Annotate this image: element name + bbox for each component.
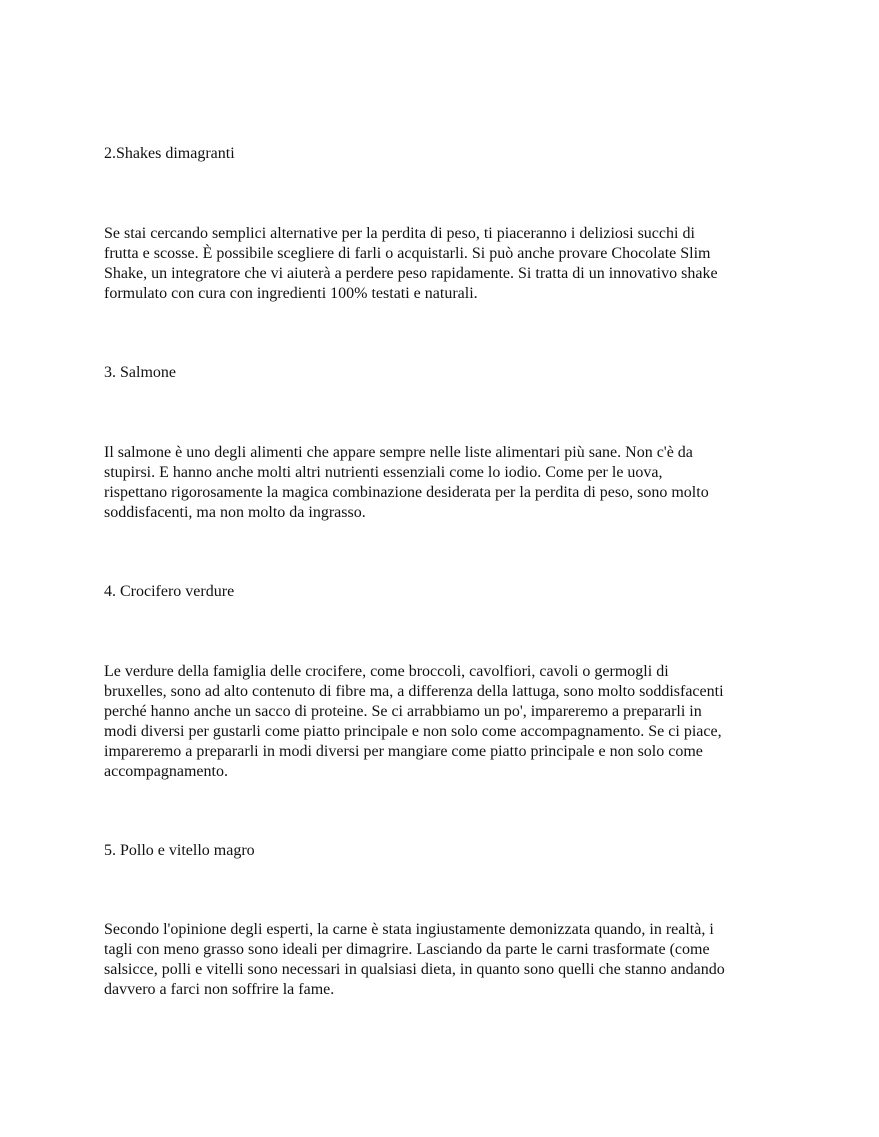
section-heading: 4. Crocifero verdure bbox=[104, 583, 235, 600]
section-paragraph bbox=[104, 443, 784, 523]
section-paragraph bbox=[104, 224, 784, 304]
section-heading: 3. Salmone bbox=[104, 364, 176, 381]
paragraph-line: soddisfacenti, ma non molto da ingrasso. bbox=[104, 504, 366, 521]
paragraph-line: impareremo a prepararli in modi diversi per mangiare come piatto principale e non solo come bbox=[104, 743, 703, 760]
paragraph-line: stupirsi. E hanno anche molti altri nutrienti essenziali come lo iodio. Come per le uova, bbox=[104, 464, 663, 481]
paragraph-line: Secondo l'opinione degli esperti, la carne è stata ingiustamente demonizzata quando, in realtà, i bbox=[104, 921, 714, 938]
paragraph-line: rispettano rigorosamente la magica combinazione desiderata per la perdita di peso, sono molto bbox=[104, 484, 709, 501]
paragraph-line: Se stai cercando semplici alternative per la perdita di peso, ti piaceranno i deliziosi succhi di bbox=[104, 225, 695, 242]
paragraph-line: formulato con cura con ingredienti 100% testati e naturali. bbox=[104, 285, 478, 302]
paragraph-line: Il salmone è uno degli alimenti che appare sempre nelle liste alimentari più sane. Non c'è da bbox=[104, 444, 693, 461]
paragraph-line: davvero a farci non soffrire la fame. bbox=[104, 981, 335, 998]
paragraph-line: salsicce, polli e vitelli sono necessari in qualsiasi dieta, in quanto sono quelli che stanno andando bbox=[104, 961, 725, 978]
section-paragraph bbox=[104, 920, 784, 1000]
paragraph-line: bruxelles, sono ad alto contenuto di fibre ma, a differenza della lattuga, sono molto soddisfacenti bbox=[104, 683, 724, 700]
paragraph-line: frutta e scosse. È possibile scegliere di farli o acquistarli. Si può anche provare Chocolate Slim bbox=[104, 245, 711, 262]
paragraph-line: Le verdure della famiglia delle crocifere, come broccoli, cavolfiori, cavoli o germogli di bbox=[104, 663, 669, 680]
paragraph-line: tagli con meno grasso sono ideali per dimagrire. Lasciando da parte le carni trasformate (come bbox=[104, 941, 710, 958]
paragraph-line: Shake, un integratore che vi aiuterà a perdere peso rapidamente. Si tratta di un innovativo shake bbox=[104, 265, 718, 282]
section-heading: 2.Shakes dimagranti bbox=[104, 145, 235, 162]
paragraph-line: accompagnamento. bbox=[104, 763, 228, 780]
section-paragraph bbox=[104, 662, 784, 782]
section-heading: 5. Pollo e vitello magro bbox=[104, 842, 255, 859]
paragraph-line: perché hanno anche un sacco di proteine. Se ci arrabbiamo un po', impareremo a prepararli in bbox=[104, 703, 702, 720]
paragraph-line: modi diversi per gustarli come piatto principale e non solo come accompagnamento. Se ci piace, bbox=[104, 723, 722, 740]
